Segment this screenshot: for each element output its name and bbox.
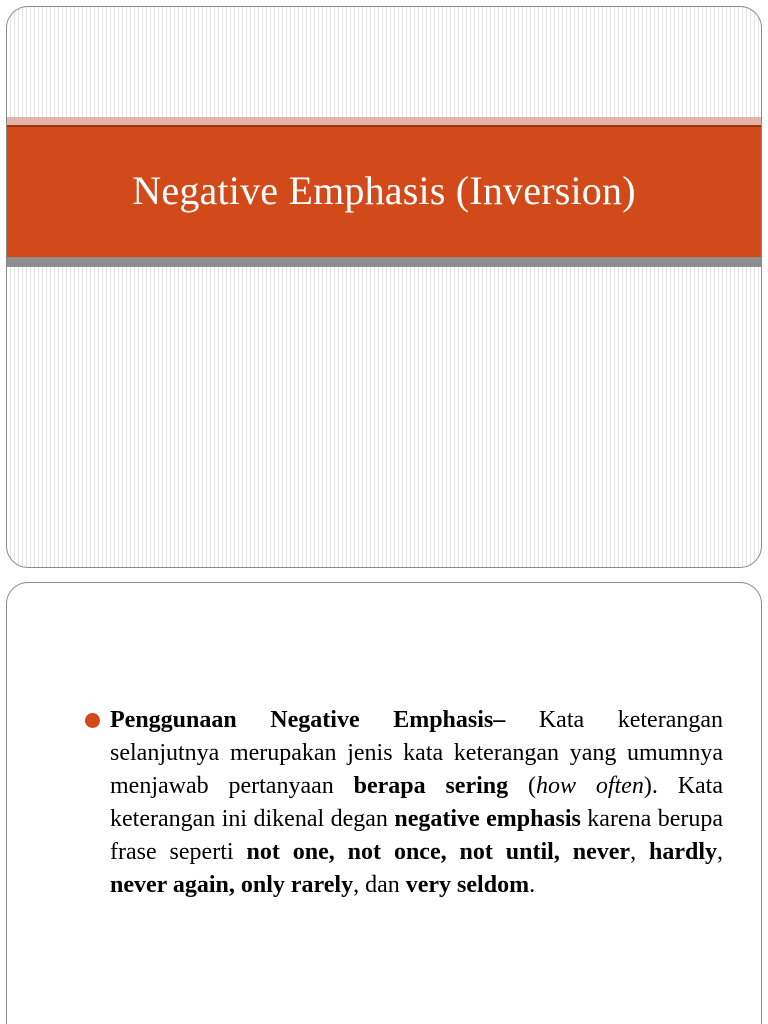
bullet-heading: Penggunaan Negative Emphasis– — [110, 707, 539, 733]
italic-phrase: how often — [535, 773, 644, 799]
bold-phrase: never again, only rarely — [110, 872, 354, 898]
bullet-text — [110, 704, 723, 902]
bold-phrase: hardly — [649, 839, 718, 865]
bold-phrase: negative emphasis — [394, 806, 581, 832]
bullet-text-segment: Kata keterangan selanjutnya merupakan jenis kata keterangan yang umumnya menjawab pertanyaan — [110, 707, 723, 799]
title-top-stripe — [7, 117, 761, 125]
bullet-text-segment: , — [717, 839, 724, 865]
bullet-item — [85, 704, 723, 902]
bold-phrase: berapa sering — [353, 773, 509, 799]
bullet-text-segment: , dan — [353, 872, 406, 898]
bullet-text-segment: , — [630, 839, 649, 865]
bold-phrase: very seldom — [405, 872, 530, 898]
title-bottom-stripe — [7, 257, 761, 267]
bullet-text-segment: . — [529, 872, 536, 898]
title-slide — [6, 6, 762, 568]
bullet-text-segment: ). Kata keterangan ini dikenal degan — [110, 773, 723, 832]
bullet-dot-icon — [85, 713, 100, 728]
content-slide — [6, 582, 762, 1024]
bullet-text-segment: ( — [508, 773, 536, 799]
title-band — [7, 125, 761, 257]
bullet-text-segment: karena berupa frase seperti — [110, 806, 724, 865]
slide-title: Negative Emphasis (Inversion) — [132, 167, 636, 213]
bold-phrase: not one, not once, not until, never — [246, 839, 631, 865]
